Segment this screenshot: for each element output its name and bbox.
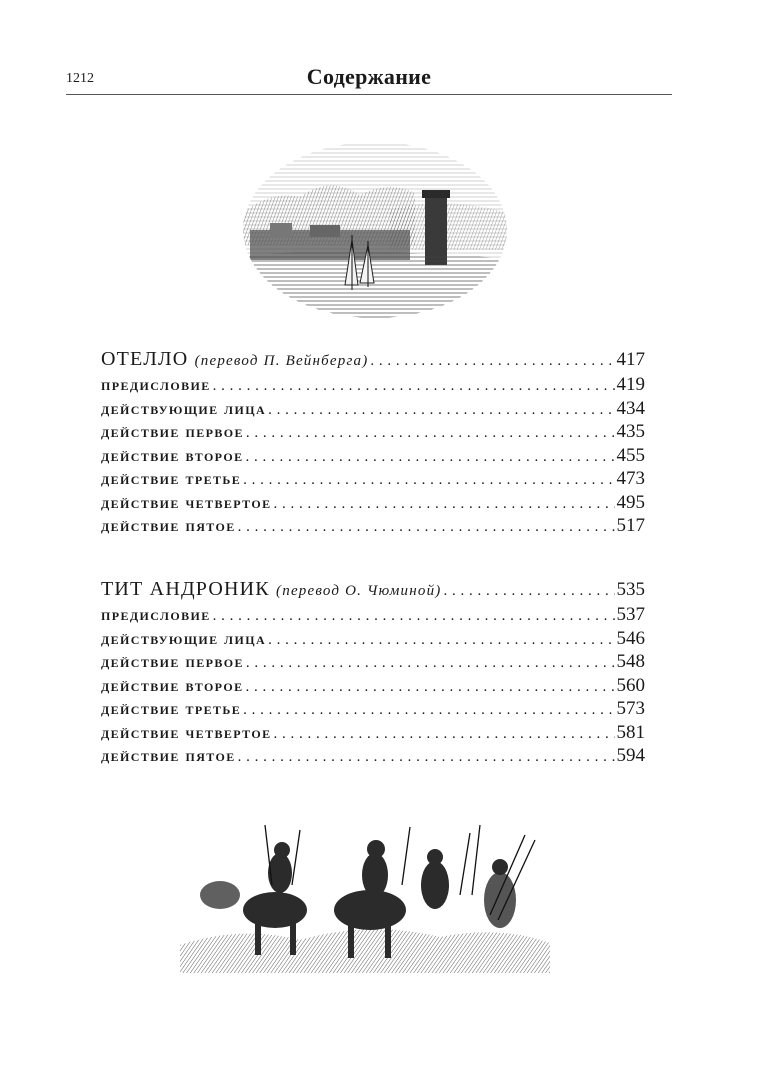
toc-entry[interactable] (101, 515, 645, 539)
dot-leader (370, 353, 614, 370)
entry-page-number: 434 (616, 397, 645, 419)
toc-entry[interactable] (101, 445, 645, 469)
dot-leader (213, 378, 615, 395)
entry-label: предисловие (101, 605, 211, 624)
dot-leader (246, 425, 615, 442)
toc-section-othello (101, 348, 645, 539)
dot-leader (238, 519, 615, 536)
dot-leader (274, 726, 615, 743)
dot-leader (243, 702, 614, 719)
entry-page-number: 495 (616, 491, 645, 513)
toc-section-title-row[interactable] (101, 578, 645, 604)
page-number: 1212 (66, 71, 94, 86)
entry-page-number: 546 (616, 627, 645, 649)
toc-entry[interactable] (101, 722, 645, 746)
entry-label: действие второе (101, 675, 244, 695)
entry-label: действующие лица (101, 398, 267, 418)
section-title: ТИТ АНДРОНИК (101, 578, 270, 600)
page-header (66, 58, 672, 95)
entry-page-number: 455 (616, 444, 645, 466)
dot-leader (444, 583, 615, 600)
dot-leader (268, 632, 614, 649)
entry-page-number: 473 (616, 468, 645, 489)
toc-entry[interactable] (101, 628, 645, 652)
dot-leader (245, 449, 614, 466)
section-translator: (перевод П. Вейнберга) (194, 353, 369, 369)
section-title: ОТЕЛЛО (101, 348, 189, 370)
toc-section-titus-andronicus (101, 578, 645, 769)
toc-entry[interactable] (101, 698, 645, 722)
entry-page-number: 537 (616, 604, 645, 625)
entry-page-number: 419 (616, 374, 645, 395)
toc-entry[interactable] (101, 468, 645, 492)
toc-entry[interactable] (101, 675, 645, 699)
entry-label: действие третье (101, 469, 242, 488)
entry-label: действие первое (101, 652, 244, 671)
entry-label: действующие лица (101, 628, 267, 648)
toc-section-title-row[interactable] (101, 348, 645, 374)
entry-label: действие второе (101, 445, 244, 465)
dot-leader (213, 608, 615, 625)
section-page-number: 417 (616, 349, 645, 370)
dot-leader (245, 679, 614, 696)
section-page-number: 535 (616, 579, 645, 600)
entry-page-number: 560 (616, 674, 645, 696)
entry-label: действие третье (101, 699, 242, 718)
toc-entry[interactable] (101, 745, 645, 769)
dot-leader (268, 402, 614, 419)
section-translator: (перевод О. Чюминой) (276, 583, 442, 599)
entry-label: действие первое (101, 422, 244, 441)
entry-label: предисловие (101, 375, 211, 394)
harbor-engraving (240, 135, 510, 320)
page-title: Содержание (306, 64, 432, 89)
entry-page-number: 548 (616, 651, 645, 672)
toc-entry[interactable] (101, 604, 645, 628)
dot-leader (274, 496, 615, 513)
entry-page-number: 435 (616, 421, 645, 442)
horsemen-engraving (180, 825, 550, 973)
toc-entry[interactable] (101, 374, 645, 398)
entry-page-number: 594 (616, 745, 645, 766)
entry-label: действие пятое (101, 746, 236, 765)
toc-entry[interactable] (101, 651, 645, 675)
entry-page-number: 573 (616, 698, 645, 719)
entry-page-number: 517 (616, 515, 645, 536)
toc-entry[interactable] (101, 421, 645, 445)
entry-page-number: 581 (616, 721, 645, 743)
dot-leader (243, 472, 614, 489)
dot-leader (238, 749, 615, 766)
entry-label: действие пятое (101, 516, 236, 535)
dot-leader (246, 655, 615, 672)
entry-label: действие четвертое (101, 492, 272, 512)
toc-entry[interactable] (101, 492, 645, 516)
entry-label: действие четвертое (101, 722, 272, 742)
toc-entry[interactable] (101, 398, 645, 422)
